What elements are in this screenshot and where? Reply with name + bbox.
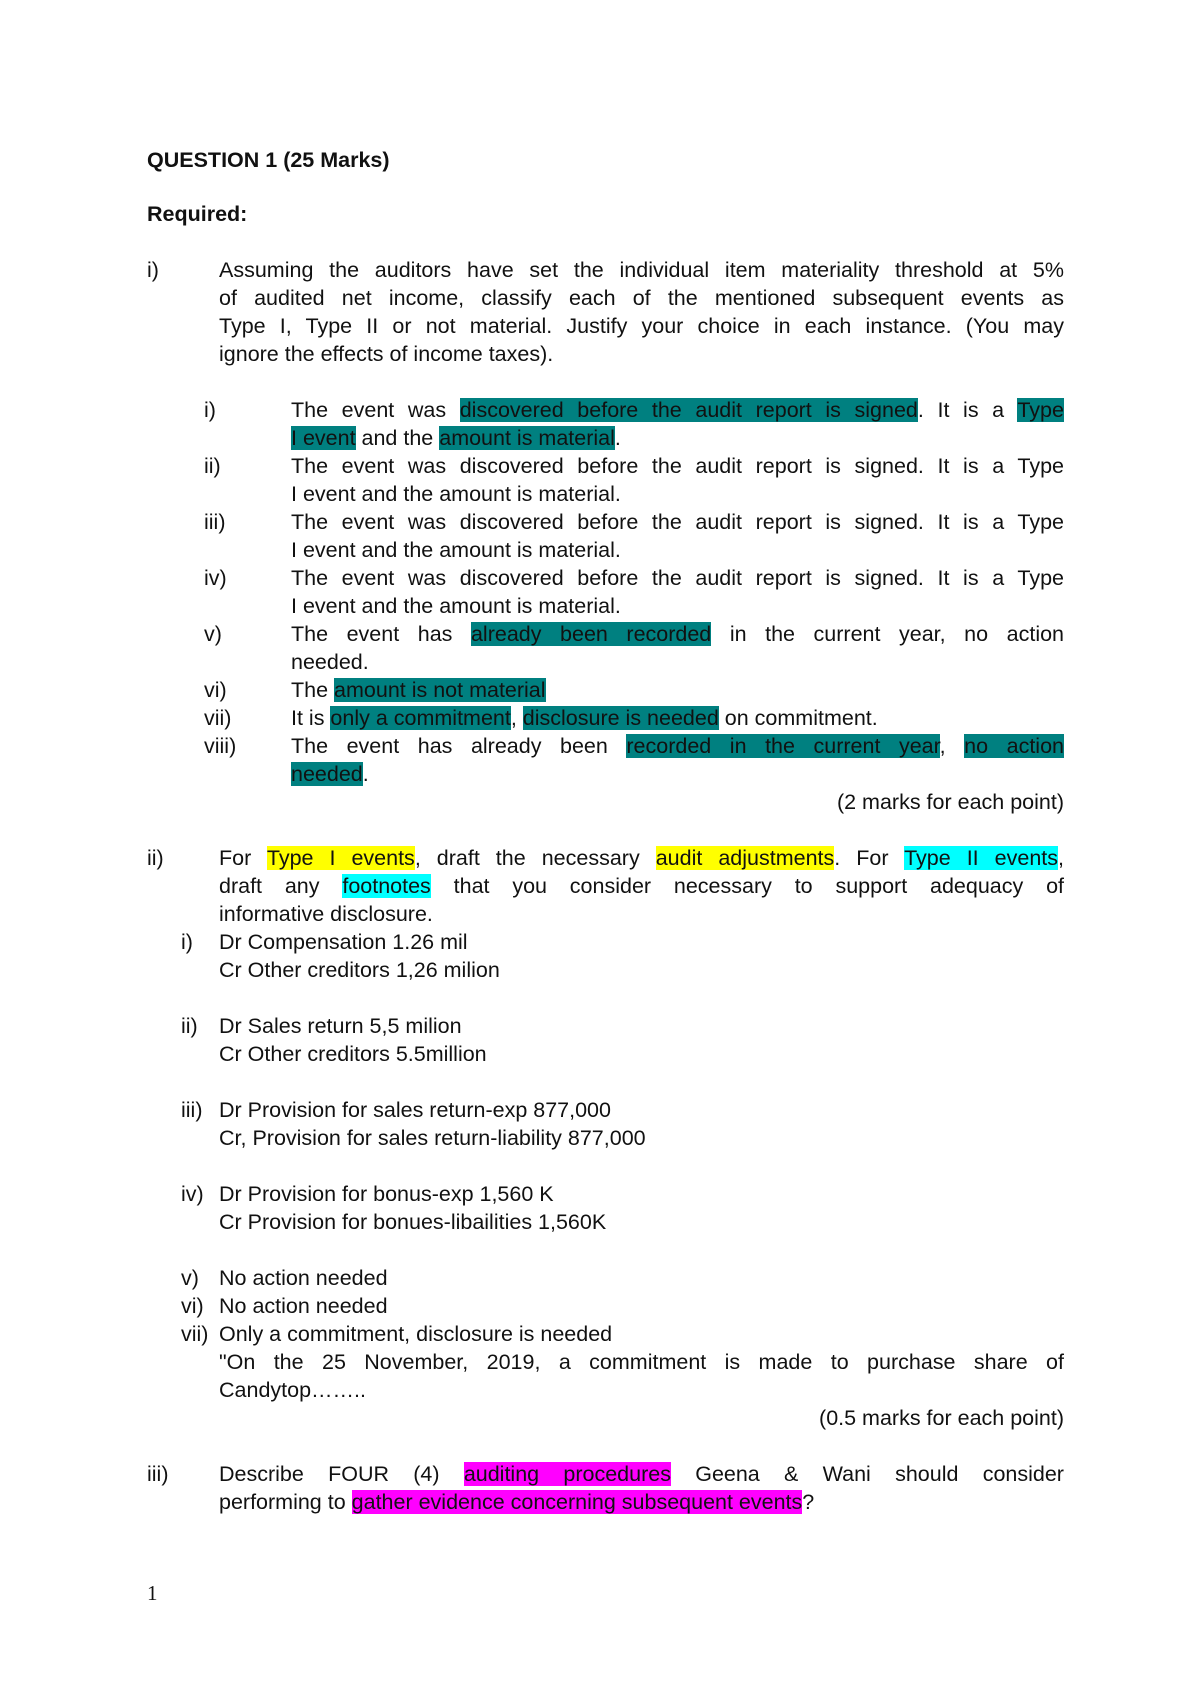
entry-v-number: v) (181, 1266, 199, 1290)
highlight: needed (291, 762, 363, 786)
answer-v-line-1: The event has already been recorded in the current year, no action (291, 622, 1065, 646)
entry-iii-number: iii) (181, 1098, 203, 1122)
answer-v-line-2: needed. (291, 650, 369, 674)
part-i-marks: (2 marks for each point) (836, 790, 1064, 814)
part-iii-number: iii) (147, 1462, 169, 1486)
part-i-number: i) (147, 258, 159, 282)
highlight: only a commitment (330, 706, 511, 730)
highlight: amount is not material (334, 678, 546, 702)
answer-iii-line-2: I event and the amount is material. (291, 538, 621, 562)
highlight: Type I events (266, 846, 415, 870)
answer-ii-line-2: I event and the amount is material. (291, 482, 621, 506)
required-label: Required: (147, 202, 248, 226)
answer-vi-line-1: The amount is not material (291, 678, 546, 702)
answer-v-number: v) (204, 622, 222, 646)
part-ii-number: ii) (147, 846, 164, 870)
page-number: 1 (147, 1581, 158, 1605)
highlight: no action (964, 734, 1064, 758)
part-iii-line-2: performing to gather evidence concerning subsequent events? (219, 1490, 815, 1514)
answer-vii-number: vii) (204, 706, 232, 730)
entry-vii-quote-line-1: "On the 25 November, 2019, a commitment is made to purchase share of (219, 1350, 1064, 1374)
entry-ii-number: ii) (181, 1014, 198, 1038)
entry-iii-credit: Cr, Provision for sales return-liability 877,000 (219, 1126, 646, 1150)
entry-ii-credit: Cr Other creditors 5.5million (219, 1042, 487, 1066)
answer-iv-line-1: The event was discovered before the audit report is signed. It is a Type (291, 566, 1064, 590)
part-ii-line-3: informative disclosure. (219, 902, 433, 926)
answer-ii-number: ii) (204, 454, 221, 478)
highlight: amount is material (439, 426, 615, 450)
answer-vi-number: vi) (204, 678, 227, 702)
part-iii-line-1: Describe FOUR (4) auditing procedures Geena & Wani should consider (219, 1462, 1064, 1486)
part-ii-marks: (0.5 marks for each point) (819, 1406, 1064, 1430)
part-i-line-1: Assuming the auditors have set the individual item materiality threshold at 5% (219, 258, 1064, 282)
entry-iv-number: iv) (181, 1182, 204, 1206)
highlight: audit adjustments (655, 846, 835, 870)
highlight: already been recorded (470, 622, 712, 646)
entry-iv-credit: Cr Provision for bonues-libailities 1,560K (219, 1210, 607, 1234)
highlight: I event (291, 426, 356, 450)
highlight: discovered before the audit report is signed (459, 398, 918, 422)
entry-vii-number: vii) (181, 1322, 209, 1346)
part-i-line-2: of audited net income, classify each of the mentioned subsequent events as (219, 286, 1064, 310)
answer-viii-number: viii) (204, 734, 237, 758)
answer-i-line-2: I event and the amount is material. (291, 426, 621, 450)
entry-i-credit: Cr Other creditors 1,26 milion (219, 958, 500, 982)
answer-ii-line-1: The event was discovered before the audit report is signed. It is a Type (291, 454, 1064, 478)
highlight: Type (1017, 398, 1064, 422)
entry-vii-text: Only a commitment, disclosure is needed (219, 1322, 613, 1346)
entry-v-text: No action needed (219, 1266, 388, 1290)
entry-vii-quote-line-2: Candytop…….. (219, 1378, 366, 1402)
part-ii-line-1: For Type I events, draft the necessary audit adjustments. For Type II events, (219, 846, 1064, 870)
entry-i-number: i) (181, 930, 193, 954)
highlight: disclosure is needed (522, 706, 719, 730)
entry-vi-number: vi) (181, 1294, 204, 1318)
answer-viii-line-1: The event has already been recorded in the current year, no action (291, 734, 1064, 758)
entry-iii-debit: Dr Provision for sales return-exp 877,000 (219, 1098, 611, 1122)
entry-ii-debit: Dr Sales return 5,5 milion (219, 1014, 462, 1038)
highlight: recorded in the current year (626, 734, 940, 758)
part-i-line-3: Type I, Type II or not material. Justify your choice in each instance. (You may (219, 314, 1064, 338)
answer-iii-number: iii) (204, 510, 226, 534)
highlight: footnotes (342, 874, 431, 898)
answer-i-number: i) (204, 398, 216, 422)
answer-iv-line-2: I event and the amount is material. (291, 594, 621, 618)
highlight: gather evidence concerning subsequent events (351, 1490, 803, 1514)
answer-iv-number: iv) (204, 566, 227, 590)
answer-viii-line-2: needed. (291, 762, 369, 786)
answer-vii-line-1: It is only a commitment, disclosure is needed on commitment. (291, 706, 878, 730)
part-i-line-4: ignore the effects of income taxes). (219, 342, 554, 366)
part-ii-line-2: draft any footnotes that you consider necessary to support adequacy of (219, 874, 1064, 898)
answer-iii-line-1: The event was discovered before the audit report is signed. It is a Type (291, 510, 1064, 534)
question-title: QUESTION 1 (25 Marks) (147, 148, 390, 172)
answer-i-line-1: The event was discovered before the audit report is signed. It is a Type (291, 398, 1064, 422)
highlight: Type II events (904, 846, 1059, 870)
entry-i-debit: Dr Compensation 1.26 mil (219, 930, 468, 954)
entry-iv-debit: Dr Provision for bonus-exp 1,560 K (219, 1182, 554, 1206)
highlight: auditing procedures (463, 1462, 671, 1486)
entry-vi-text: No action needed (219, 1294, 388, 1318)
